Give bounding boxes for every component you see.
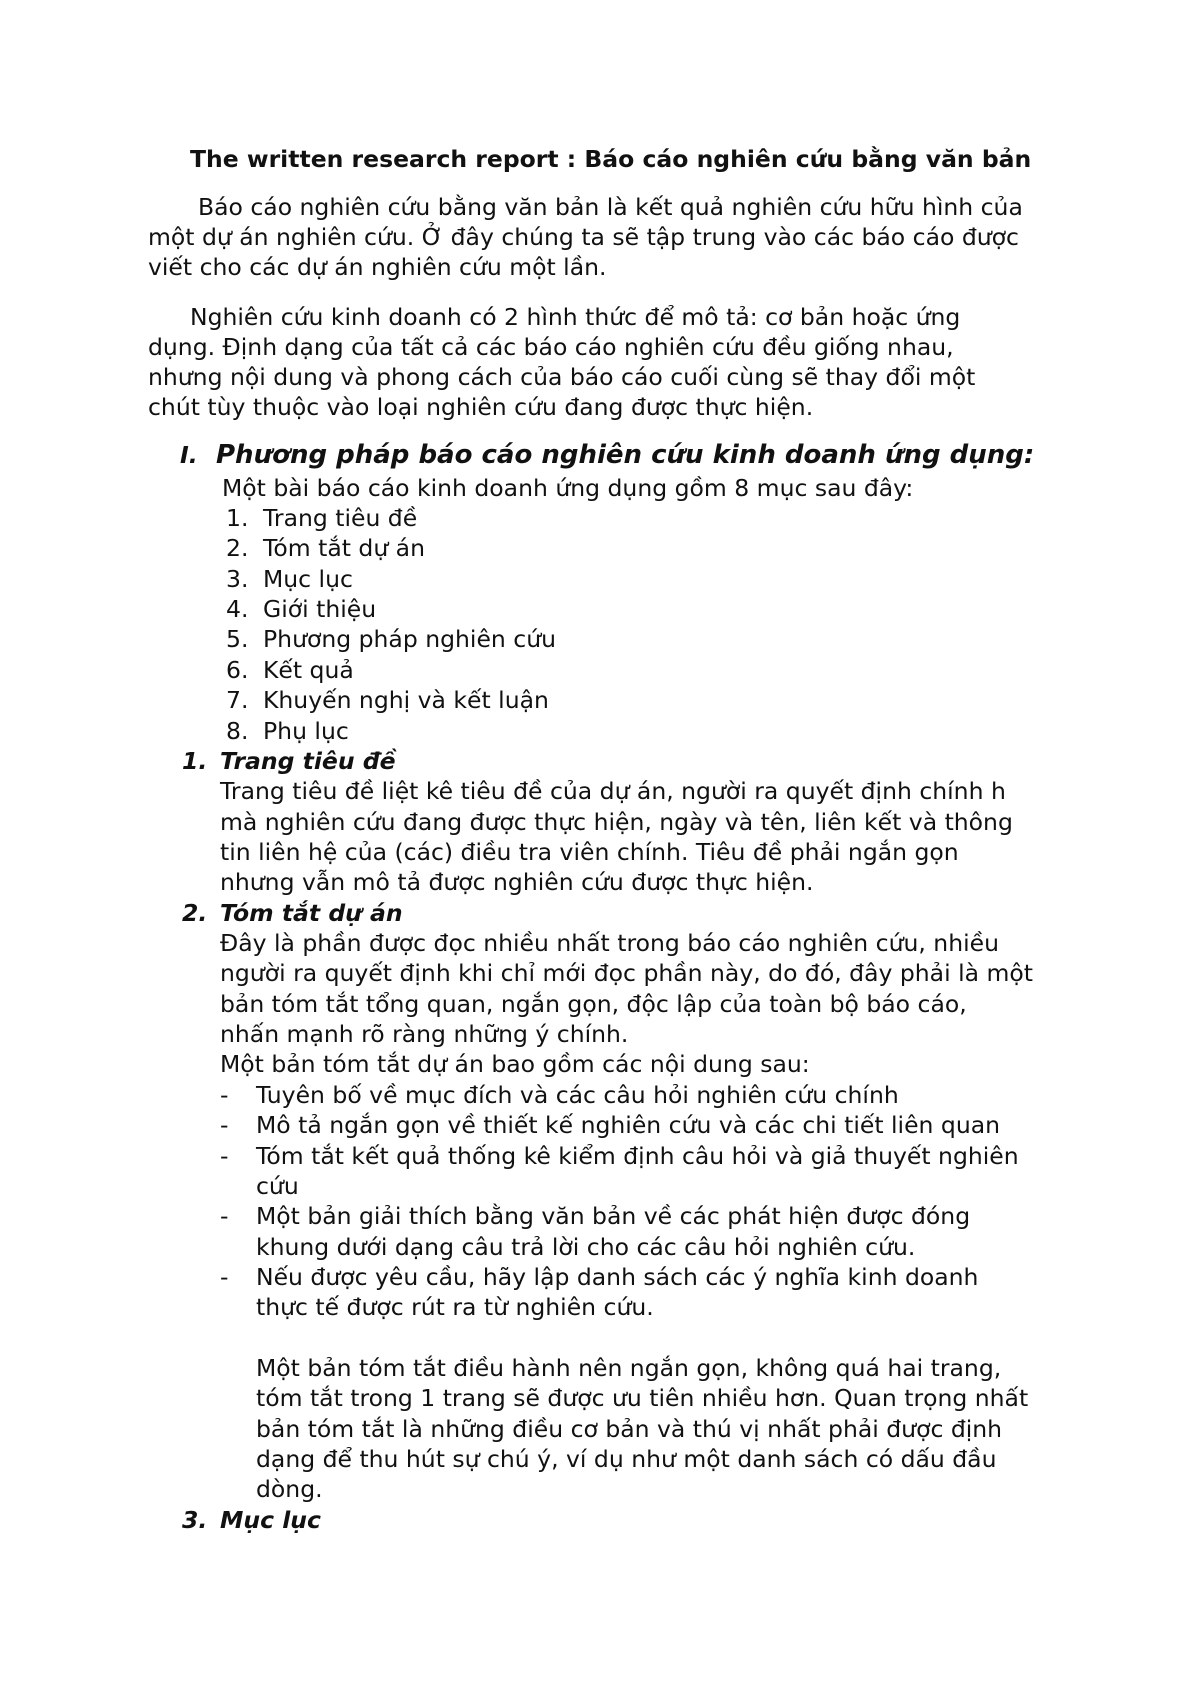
subsection-1-heading: Trang tiêu đề: [220, 747, 396, 775]
intro-paragraph-2-line-3: nhưng nội dung và phong cách của báo cáo cuối cùng sẽ thay đổi một: [148, 363, 976, 391]
section-1-heading: Phương pháp báo cáo nghiên cứu kinh doanh ứng dụng:: [216, 440, 1035, 470]
list-item-number: 7.: [226, 686, 249, 714]
bullet-marker: -: [220, 1111, 229, 1139]
list-item: Mục lục: [263, 565, 353, 593]
subsection-3-heading: Mục lục: [220, 1506, 321, 1534]
bullet-item-continuation: thực tế được rút ra từ nghiên cứu.: [256, 1293, 654, 1321]
subsection-2-closing-line-5: dòng.: [256, 1475, 323, 1503]
bullet-item: Tuyên bố về mục đích và các câu hỏi nghiên cứu chính: [256, 1081, 899, 1109]
subsection-2-closing-line-1: Một bản tóm tắt điều hành nên ngắn gọn, không quá hai trang,: [256, 1354, 1002, 1382]
subsection-2-closing-line-3: bản tóm tắt là những điều cơ bản và thú vị nhất phải được định: [256, 1415, 1003, 1443]
intro-paragraph-1-line-3: viết cho các dự án nghiên cứu một lần.: [148, 253, 607, 281]
list-item: Phương pháp nghiên cứu: [263, 625, 556, 653]
section-1-number: I.: [180, 441, 198, 469]
subsection-1-line-1: Trang tiêu đề liệt kê tiêu đề của dự án, người ra quyết định chính h: [220, 777, 1006, 805]
bullet-item-continuation: khung dưới dạng câu trả lời cho các câu hỏi nghiên cứu.: [256, 1233, 916, 1261]
list-item-number: 4.: [226, 595, 249, 623]
subsection-3-number: 3.: [182, 1506, 208, 1534]
subsection-1-line-3: tin liên hệ của (các) điều tra viên chính. Tiêu đề phải ngắn gọn: [220, 838, 959, 866]
bullet-item-continuation: cứu: [256, 1172, 299, 1200]
subsection-2-line-4: nhấn mạnh rõ ràng những ý chính.: [220, 1020, 629, 1048]
list-item: Phụ lục: [263, 717, 349, 745]
list-item-number: 2.: [226, 534, 249, 562]
document-title: The written research report : Báo cáo nghiên cứu bằng văn bản: [190, 145, 1032, 173]
intro-paragraph-2-line-1: Nghiên cứu kinh doanh có 2 hình thức để mô tả: cơ bản hoặc ứng: [190, 303, 961, 331]
list-item-number: 5.: [226, 625, 249, 653]
intro-paragraph-2-line-4: chút tùy thuộc vào loại nghiên cứu đang được thực hiện.: [148, 393, 814, 421]
intro-paragraph-2-line-2: dụng. Định dạng của tất cả các báo cáo nghiên cứu đều giống nhau,: [148, 333, 954, 361]
list-item: Khuyến nghị và kết luận: [263, 686, 549, 714]
list-item: Giới thiệu: [263, 595, 377, 623]
list-item-number: 8.: [226, 717, 249, 745]
subsection-2-line-2: người ra quyết định khi chỉ mới đọc phần này, do đó, đây phải là một: [220, 959, 1033, 987]
bullet-item: Mô tả ngắn gọn về thiết kế nghiên cứu và các chi tiết liên quan: [256, 1111, 1001, 1139]
bullet-item: Nếu được yêu cầu, hãy lập danh sách các ý nghĩa kinh doanh: [256, 1263, 979, 1291]
bullet-marker: -: [220, 1142, 229, 1170]
list-item-number: 3.: [226, 565, 249, 593]
intro-paragraph-1-line-1: Báo cáo nghiên cứu bằng văn bản là kết quả nghiên cứu hữu hình của: [198, 193, 1023, 221]
subsection-2-closing-line-2: tóm tắt trong 1 trang sẽ được ưu tiên nhiều hơn. Quan trọng nhất: [256, 1384, 1029, 1412]
subsection-2-line-3: bản tóm tắt tổng quan, ngắn gọn, độc lập của toàn bộ báo cáo,: [220, 990, 967, 1018]
bullet-marker: -: [220, 1081, 229, 1109]
bullet-marker: -: [220, 1263, 229, 1291]
bullet-marker: -: [220, 1202, 229, 1230]
subsection-1-line-4: nhưng vẫn mô tả được nghiên cứu được thực hiện.: [220, 868, 814, 896]
list-item-number: 6.: [226, 656, 249, 684]
intro-paragraph-1-line-2: một dự án nghiên cứu. Ở đây chúng ta sẽ tập trung vào các báo cáo được: [148, 223, 1019, 251]
list-item: Kết quả: [263, 656, 354, 684]
subsection-2-number: 2.: [182, 899, 208, 927]
subsection-2-closing-line-4: dạng để thu hút sự chú ý, ví dụ như một danh sách có dấu đầu: [256, 1445, 997, 1473]
section-1-lead: Một bài báo cáo kinh doanh ứng dụng gồm 8 mục sau đây:: [222, 474, 914, 502]
list-item-number: 1.: [226, 504, 249, 532]
subsection-2-heading: Tóm tắt dự án: [220, 899, 403, 927]
subsection-2-line-1: Đây là phần được đọc nhiều nhất trong báo cáo nghiên cứu, nhiều: [220, 929, 999, 957]
list-item: Trang tiêu đề: [263, 504, 418, 532]
subsection-1-number: 1.: [182, 747, 208, 775]
bullet-item: Tóm tắt kết quả thống kê kiểm định câu hỏi và giả thuyết nghiên: [256, 1142, 1019, 1170]
subsection-2-line-5: Một bản tóm tắt dự án bao gồm các nội dung sau:: [220, 1050, 810, 1078]
list-item: Tóm tắt dự án: [263, 534, 425, 562]
bullet-item: Một bản giải thích bằng văn bản về các phát hiện được đóng: [256, 1202, 971, 1230]
subsection-1-line-2: mà nghiên cứu đang được thực hiện, ngày và tên, liên kết và thông: [220, 808, 1013, 836]
